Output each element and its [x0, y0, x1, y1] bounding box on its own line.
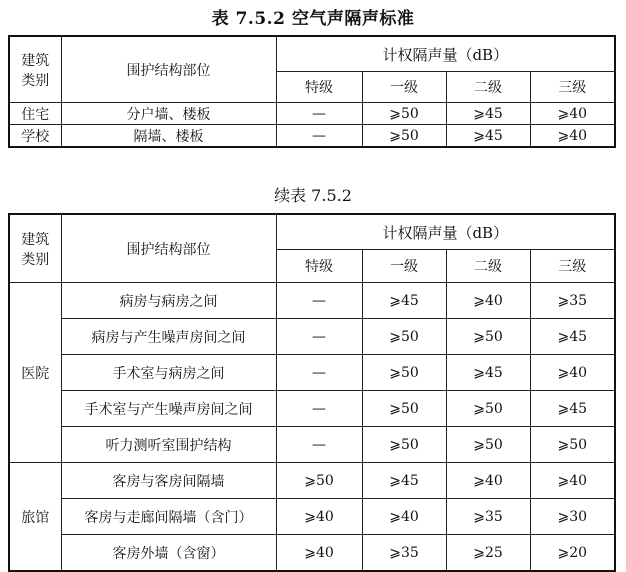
part-cell: 隔墙、楼板 — [61, 125, 276, 148]
metric-header: 计权隔声量（dB） — [276, 36, 615, 72]
part-cell: 客房外墙（含窗） — [61, 535, 276, 572]
value-cell: ⩾45 — [446, 355, 530, 391]
level-header-1: 一级 — [362, 250, 446, 283]
value-cell: ⩾50 — [276, 463, 362, 499]
value-cell: — — [276, 391, 362, 427]
level-header-3: 三级 — [530, 72, 615, 103]
category-header-line1: 建筑 — [21, 231, 50, 248]
value-cell: ⩾45 — [362, 463, 446, 499]
part-cell: 客房与客房间隔墙 — [61, 463, 276, 499]
value-cell: — — [276, 125, 362, 148]
category-cell: 住宅 — [9, 103, 61, 125]
table-row — [9, 319, 615, 355]
value-cell: — — [276, 427, 362, 463]
value-cell: ⩾40 — [530, 463, 615, 499]
part-cell: 手术室与病房之间 — [61, 355, 276, 391]
metric-header: 计权隔声量（dB） — [276, 214, 615, 250]
value-cell: ⩾20 — [530, 535, 615, 572]
value-cell: ⩾50 — [362, 319, 446, 355]
part-cell: 听力测听室围护结构 — [61, 427, 276, 463]
table-row — [9, 391, 615, 427]
value-cell: ⩾40 — [530, 355, 615, 391]
part-cell: 病房与病房之间 — [61, 283, 276, 319]
value-cell: ⩾45 — [530, 391, 615, 427]
category-cell: 旅馆 — [9, 463, 61, 572]
value-cell: — — [276, 319, 362, 355]
value-cell: ⩾50 — [446, 391, 530, 427]
part-cell: 手术室与产生噪声房间之间 — [61, 391, 276, 427]
table-row — [9, 355, 615, 391]
level-header-special: 特级 — [276, 250, 362, 283]
part-cell: 客房与走廊间隔墙（含门） — [61, 499, 276, 535]
value-cell: ⩾50 — [362, 103, 446, 125]
sound-insulation-table — [8, 35, 616, 148]
table-row — [9, 427, 615, 463]
value-cell: ⩾35 — [530, 283, 615, 319]
value-cell: ⩾50 — [362, 125, 446, 148]
value-cell: ⩾40 — [276, 535, 362, 572]
value-cell: ⩾25 — [446, 535, 530, 572]
part-header: 围护结构部位 — [61, 214, 276, 283]
value-cell: ⩾45 — [446, 125, 530, 148]
table-row — [9, 535, 615, 572]
value-cell: ⩾40 — [276, 499, 362, 535]
category-header-line2: 类别 — [21, 251, 50, 268]
value-cell: ⩾40 — [530, 125, 615, 148]
value-cell: ⩾35 — [362, 535, 446, 572]
level-header-2: 二级 — [446, 250, 530, 283]
value-cell: ⩾30 — [530, 499, 615, 535]
category-header — [9, 214, 61, 283]
table-row — [9, 463, 615, 499]
sound-insulation-table-continued — [8, 213, 616, 572]
part-header: 围护结构部位 — [61, 36, 276, 103]
value-cell: ⩾35 — [446, 499, 530, 535]
value-cell: ⩾50 — [446, 319, 530, 355]
value-cell: ⩾40 — [362, 499, 446, 535]
category-header — [9, 36, 61, 103]
value-cell: ⩾50 — [362, 355, 446, 391]
level-header-3: 三级 — [530, 250, 615, 283]
value-cell: ⩾50 — [362, 391, 446, 427]
value-cell: ⩾50 — [446, 427, 530, 463]
category-header-line1: 建筑 — [21, 52, 50, 69]
table-row — [9, 125, 615, 148]
value-cell: ⩾40 — [446, 463, 530, 499]
value-cell: ⩾45 — [362, 283, 446, 319]
category-cell: 学校 — [9, 125, 61, 148]
value-cell: ⩾50 — [362, 427, 446, 463]
value-cell: ⩾45 — [446, 103, 530, 125]
table1-title: 表 7.5.2 空气声隔声标准 — [211, 9, 415, 29]
value-cell: — — [276, 103, 362, 125]
category-cell: 医院 — [9, 283, 61, 463]
table2-title: 续表 7.5.2 — [274, 186, 352, 205]
table-row — [9, 283, 615, 319]
level-header-2: 二级 — [446, 72, 530, 103]
value-cell: ⩾50 — [530, 427, 615, 463]
level-header-1: 一级 — [362, 72, 446, 103]
table-row — [9, 103, 615, 125]
table-row — [9, 499, 615, 535]
value-cell: ⩾40 — [530, 103, 615, 125]
part-cell: 病房与产生噪声房间之间 — [61, 319, 276, 355]
category-header-line2: 类别 — [21, 72, 50, 89]
part-cell: 分户墙、楼板 — [61, 103, 276, 125]
value-cell: ⩾40 — [446, 283, 530, 319]
value-cell: — — [276, 355, 362, 391]
level-header-special: 特级 — [276, 72, 362, 103]
value-cell: — — [276, 283, 362, 319]
value-cell: ⩾45 — [530, 319, 615, 355]
